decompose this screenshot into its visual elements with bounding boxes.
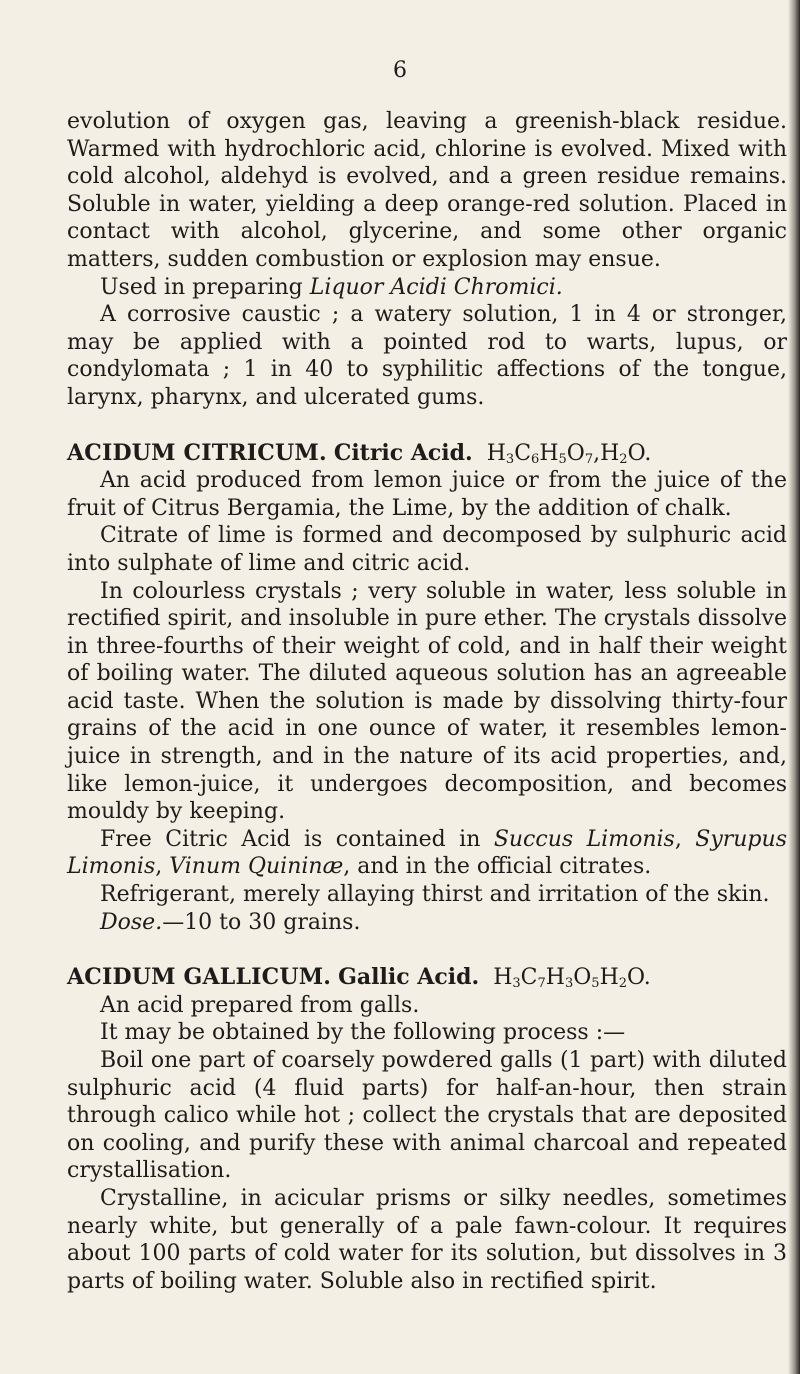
paragraph-citric-crystals: In colourless crystals ; very soluble in water, less soluble in rectified spirit, and insoluble in pure ether. The crystals dissolve in three-fourths of their weight of cold, and in half their weight of boiling water. The diluted aqueous solution has an agreeable acid taste. When the solution is made by dissolving thirty-four grains of the acid in one ounce of water, it resembles lemon-juice in strength, and in the nature of its acid properties, and, like lemon-juice, it undergoes decomposition, and becomes mouldy by keeping.: [67, 578, 787, 825]
paragraph-gallic-process: Boil one part of coarsely powdered galls (1 part) with diluted sulphuric acid (4 fluid parts) for half-an-hour, then strain through calico while hot ; collect the crystals that are deposited on cooling, and purify these with animal charcoal and repeated crystallisation.: [67, 1048, 787, 1184]
ref-syrupus-limonis: Syrupus Limonis: [67, 826, 787, 880]
entry-name: ACIDUM GALLICUM.: [67, 964, 332, 991]
entry-heading-citric: [67, 440, 787, 468]
ref-liquor-acidi-chromici: Liquor Acidi Chromici.: [309, 274, 563, 300]
paragraph-citric-dose: Dose.—10 to 30 grains.: [100, 909, 361, 935]
page-number: 6: [393, 58, 407, 83]
entry-common-name: Gallic Acid.: [338, 964, 480, 991]
paragraph-gallic-crystalline: Crystalline, in acicular prisms or silky needles, sometimes nearly white, but generally of a pale fawn-colour. It requires about 100 parts of cold water for its solution, but dissolves in 3 parts of boiling water. Soluble also in rectified spirit.: [67, 1185, 787, 1294]
ref-vinum-quininae: Vinum Quininæ: [169, 854, 344, 880]
paragraph-gallic-prepared: An acid prepared from galls.: [100, 992, 420, 1018]
paragraph-citric-source: An acid produced from lemon juice or from the juice of the fruit of Citrus Bergamia, the Lime, by the addition of chalk.: [67, 468, 787, 521]
page-edge-shadow: [788, 0, 800, 1374]
dose-label: Dose.: [100, 909, 163, 935]
paragraph-used-in: Used in preparing Liquor Acidi Chromici.: [100, 274, 563, 300]
paragraph-citric-citrate: Citrate of lime is formed and decomposed by sulphuric acid into sulphate of lime and citric acid.: [67, 523, 787, 576]
chemical-formula: $H_3C_7H_3O_5H_2O$.: [493, 965, 651, 992]
entry-heading-gallic: [67, 964, 787, 992]
entry-name: ACIDUM CITRICUM.: [67, 439, 327, 466]
entry-common-name: Citric Acid.: [333, 439, 473, 466]
ref-succus-limonis: Succus Limonis: [493, 826, 675, 852]
paragraph-citric-refrigerant: Refrigerant, merely allaying thirst and irritation of the skin.: [100, 882, 770, 908]
chemical-formula: $H_3C_6H_5O_7,H_2O$.: [486, 440, 652, 467]
page-body: [67, 108, 787, 1295]
paragraph-citric-contained: Free Citric Acid is contained in Succus Limonis, Syrupus Limonis, Vinum Quininæ, and in the official citrates.: [67, 826, 787, 880]
paragraph-corrosive: A corrosive caustic ; a watery solution, 1 in 4 or stronger, may be applied with a pointed rod to warts, lupus, or condylomata ; 1 in 40 to syphilitic affections of the tongue, larynx, pharynx, and ulcerated gums.: [67, 302, 787, 410]
paragraph-gallic-obtained: It may be obtained by the following process :—: [100, 1020, 626, 1046]
paragraph-oxygen: evolution of oxygen gas, leaving a greenish-black residue. Warmed with hydrochloric acid, chlorine is evolved. Mixed with cold alcohol, aldehyd is evolved, and a green residue remains. Soluble in water, yielding a deep orange-red solution. Placed in contact with alcohol, glycerine, and some other organic matters, sudden combustion or explosion may ensue.: [67, 109, 787, 272]
